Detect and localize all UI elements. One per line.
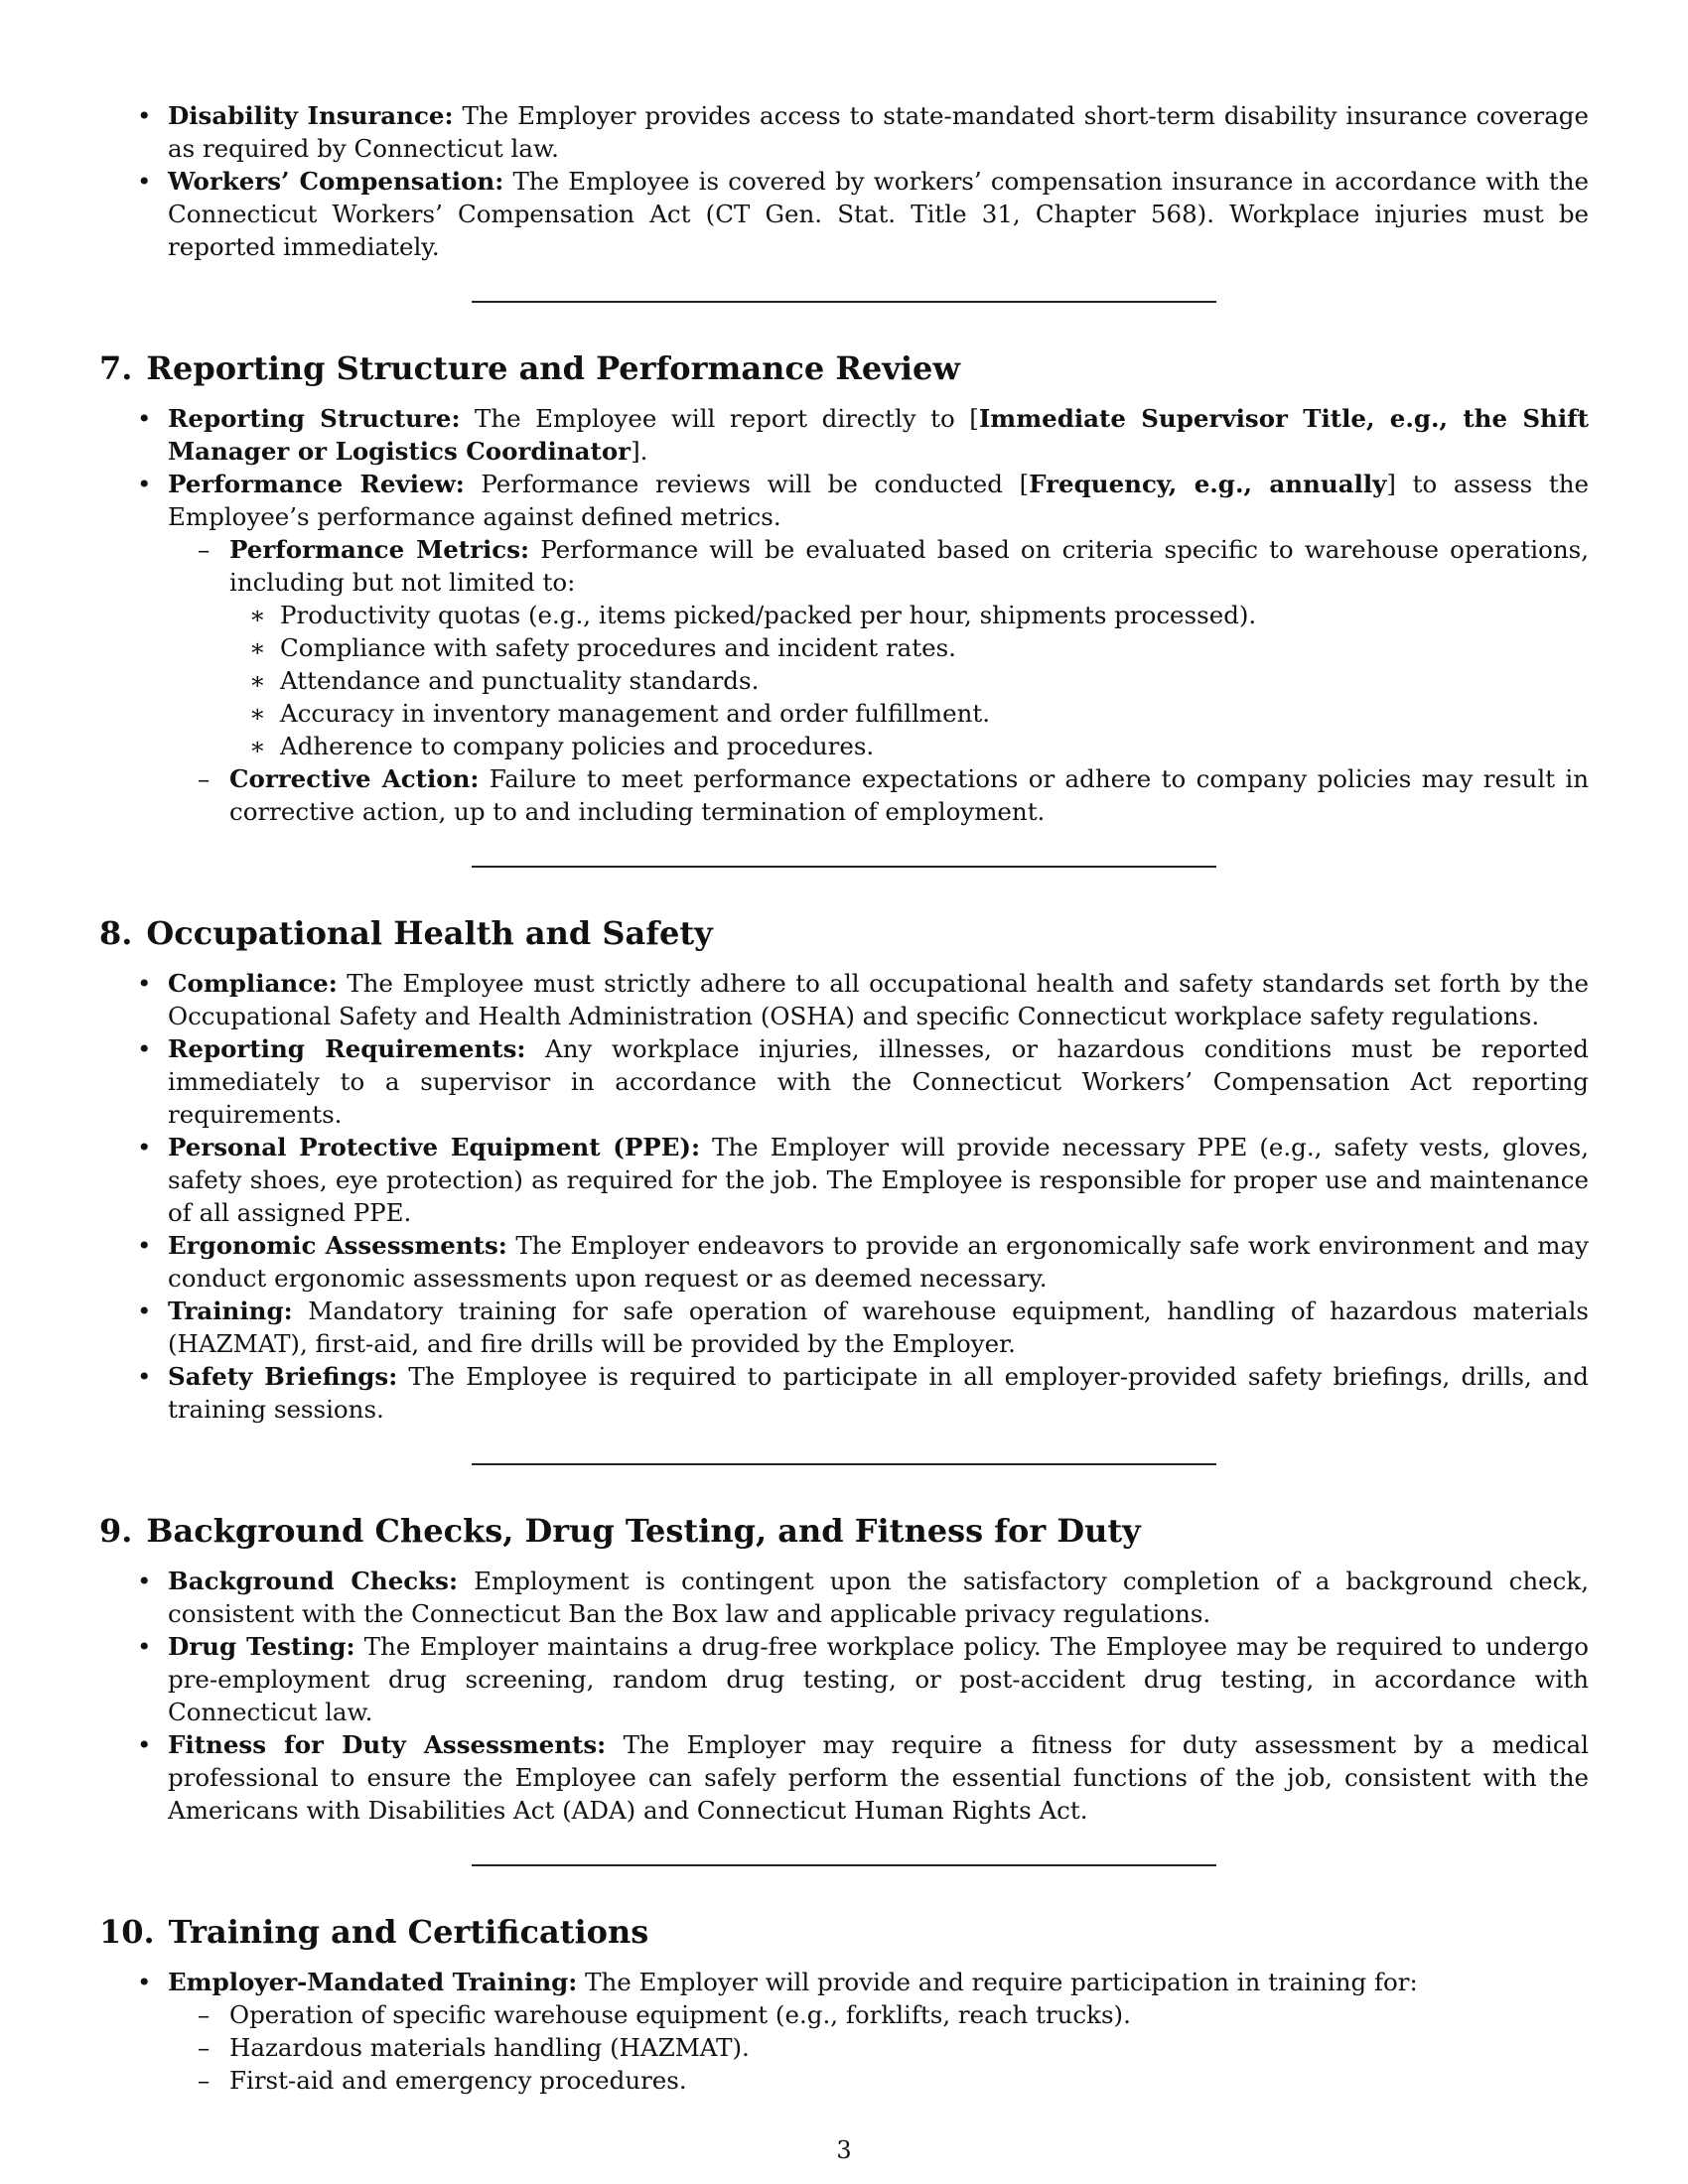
section-heading-9 [99,1511,1589,1551]
training-list [168,1998,1589,2097]
item-text: Mandatory training for safe operation of warehouse equipment, handling of hazardous materials (HAZMAT), first-aid, and fire drills will be provided by the Employer. [168,1297,1589,1358]
item-text: The Employer provides access to state-mandated short-term disability insurance coverage as required by Connecticut law. [168,101,1589,163]
placeholder-text: Immediate Supervisor Title, e.g., the Shift Manager or Logistics Coordinator [168,404,1589,466]
metric-item: ∗ Compliance with safety procedures and incident rates. [229,631,1589,664]
sub-list-item [168,533,1589,762]
list-item [99,1565,1589,1630]
list-item [99,1032,1589,1131]
item-text-after: ] to assess the Employee’s performance against defined metrics. [168,470,1590,531]
section-number: 8. [99,914,133,952]
item-term: Reporting Requirements: [168,1034,526,1063]
page-number: 3 [836,2136,852,2164]
item-text: The Employer will provide necessary PPE (e.g., safety vests, gloves, safety shoes, eye protection) as required for the job. The Employee is responsible for proper use and maintenance of all assigned PPE. [168,1133,1589,1227]
section-divider [472,866,1216,868]
section-10-list [99,1966,1589,2097]
item-text: The Employee is covered by workers’ compensation insurance in accordance with the Connecticut Workers’ Compensation Act (CT Gen. Stat. Title 31, Chapter 568). Workplace injuries must be reported immediately. [168,167,1590,261]
page-content [99,99,1589,2097]
item-term: Disability Insurance: [168,101,454,130]
section-number: 9. [99,1512,133,1550]
item-text: Failure to meet performance expectations or adhere to company policies may result in corrective action, up to and including termination of employment. [229,764,1590,826]
section-8-list [99,967,1589,1426]
item-term: Performance Metrics: [229,535,530,564]
item-text: Performance reviews will be conducted [ [481,470,1030,498]
item-term: Safety Briefings: [168,1362,398,1391]
section-heading-10 [99,1912,1589,1952]
list-item [99,468,1589,828]
metric-item: ∗ Attendance and punctuality standards. [229,664,1589,697]
item-term: Workers’ Compensation: [168,167,504,196]
item-term: Background Checks: [168,1567,459,1595]
item-term: Performance Review: [168,470,465,498]
section-7-list [99,402,1589,828]
list-item [99,1630,1589,1728]
section-9-list [99,1565,1589,1827]
metrics-list [229,599,1589,762]
item-term: Ergonomic Assessments: [168,1231,507,1260]
list-item [99,402,1589,468]
list-item [99,1229,1589,1295]
list-item [99,1966,1589,2097]
item-text: Any workplace injuries, illnesses, or hazardous conditions must be reported immediately to a supervisor in accordance with the Connecticut Workers’ Compensation Act reporting requirements. [168,1034,1589,1129]
list-item [99,1728,1589,1827]
list-item [99,967,1589,1032]
placeholder-text: Frequency, e.g., annually [1029,470,1387,498]
training-item: – Operation of specific warehouse equipment (e.g., forklifts, reach trucks). [168,1998,1589,2031]
item-text: Employment is contingent upon the satisfactory completion of a background check, consistent with the Connecticut Ban the Box law and applicable privacy regulations. [168,1567,1590,1628]
item-term: Drug Testing: [168,1632,355,1661]
item-term: Training: [168,1297,293,1325]
item-text: The Employee is required to participate in all employer-provided safety briefings, drills, and training sessions. [168,1362,1589,1424]
section-divider [472,1864,1216,1866]
item-term: Compliance: [168,969,338,998]
item-text-after: ]. [631,437,648,466]
item-term: Fitness for Duty Assessments: [168,1730,607,1759]
item-term: Personal Protective Equipment (PPE): [168,1133,701,1161]
metric-item: ∗ Productivity quotas (e.g., items picked/packed per hour, shipments processed). [229,599,1589,631]
section-title: Background Checks, Drug Testing, and Fitness for Duty [146,1512,1141,1550]
list-item [99,1295,1589,1360]
list-item [99,99,1589,165]
item-text: The Employer will provide and require participation in training for: [585,1968,1418,1996]
item-text: The Employer endeavors to provide an ergonomically safe work environment and may conduct ergonomic assessments upon request or as deemed necessary. [168,1231,1589,1293]
section-divider [472,301,1216,303]
section-number: 7. [99,349,133,387]
section-number: 10. [99,1913,155,1951]
item-text: The Employer maintains a drug-free workplace policy. The Employee may be required to undergo pre-employment drug screening, random drug testing, or post-accident drug testing, in accordance with Connecticut law. [168,1632,1589,1726]
training-item: – First-aid and emergency procedures. [168,2064,1589,2097]
training-item: – Hazardous materials handling (HAZMAT). [168,2031,1589,2064]
item-term: Employer-Mandated Training: [168,1968,578,1996]
section-title: Occupational Health and Safety [146,914,713,952]
section-heading-7 [99,348,1589,388]
list-item [99,1360,1589,1426]
section-title: Training and Certifications [168,1913,649,1951]
section-heading-8 [99,913,1589,953]
list-item [99,165,1589,263]
item-text: The Employee must strictly adhere to all occupational health and safety standards set forth by the Occupational Safety and Health Administration (OSHA) and specific Connecticut workplace safety regulations. [168,969,1590,1030]
metric-item: ∗ Adherence to company policies and procedures. [229,730,1589,762]
item-text: The Employee will report directly to [ [475,404,979,433]
item-term: Reporting Structure: [168,404,461,433]
metric-item: ∗ Accuracy in inventory management and order fulfillment. [229,697,1589,730]
item-term: Corrective Action: [229,764,480,793]
item-text: Performance will be evaluated based on criteria specific to warehouse operations, including but not limited to: [229,535,1589,597]
item-text: The Employer may require a fitness for duty assessment by a medical professional to ensure the Employee can safely perform the essential functions of the job, consistent with the Americans with Disabilities Act (ADA) and Connecticut Human Rights Act. [168,1730,1589,1825]
section-title: Reporting Structure and Performance Review [146,349,960,387]
list-item [99,1131,1589,1229]
section-divider [472,1463,1216,1465]
sub-list-item [168,762,1589,828]
sub-list [168,533,1589,828]
benefits-list [99,99,1589,263]
